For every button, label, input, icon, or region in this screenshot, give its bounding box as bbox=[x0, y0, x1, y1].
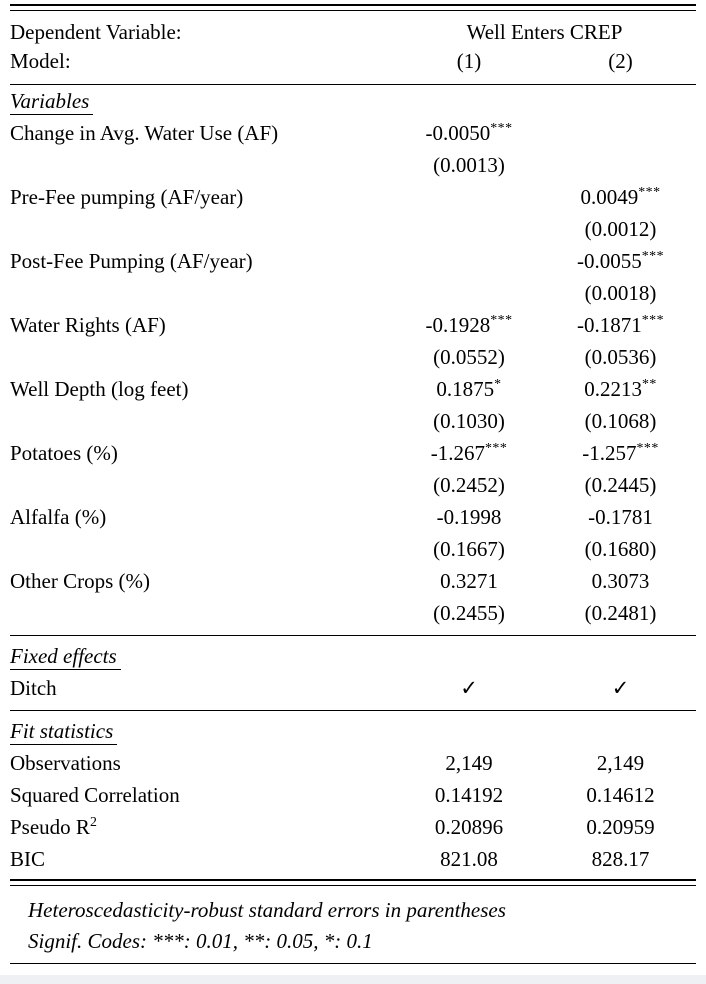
note-se: Heteroscedasticity-robust standard errors in parentheses bbox=[28, 898, 506, 922]
fit-stat-value: 2,149 bbox=[445, 751, 493, 775]
note-signif-codes: Signif. Codes: ***: 0.01, **: 0.05, *: 0.1 bbox=[28, 929, 373, 953]
table-row bbox=[10, 597, 696, 629]
estimate-cell: 0.3073 bbox=[591, 569, 650, 593]
estimate-cell: 0.0049*** bbox=[580, 184, 661, 209]
significance-stars: *** bbox=[484, 440, 508, 455]
variable-label: Potatoes (%) bbox=[10, 441, 118, 465]
estimate-cell bbox=[545, 117, 696, 149]
significance-stars: *** bbox=[636, 440, 659, 455]
fixed-effect-label: Ditch bbox=[10, 676, 57, 700]
fit-stat-label: Pseudo $R^2$ bbox=[10, 814, 97, 839]
fit-stat-value: 821.08 bbox=[440, 847, 498, 871]
estimate-cell: -0.1871*** bbox=[576, 312, 665, 337]
variable-label: Other Crops (%) bbox=[10, 569, 150, 593]
table-row bbox=[10, 309, 696, 341]
variable-label: Water Rights (AF) bbox=[10, 313, 166, 337]
se-cell bbox=[393, 213, 545, 245]
table-row bbox=[10, 672, 696, 704]
fixed-effects-section-title: Fixed effects bbox=[10, 644, 121, 670]
significance-stars: ** bbox=[641, 376, 657, 391]
fit-stat-label: Observations bbox=[10, 751, 121, 775]
significance-stars: *** bbox=[638, 184, 661, 199]
estimate-cell bbox=[393, 181, 545, 213]
section-title-row bbox=[10, 85, 696, 117]
table-row bbox=[10, 181, 696, 213]
se-cell: (0.1030) bbox=[433, 409, 505, 433]
estimate-cell: -0.0050*** bbox=[425, 120, 513, 145]
estimate-cell: -0.1928*** bbox=[425, 312, 513, 337]
se-cell: (0.2481) bbox=[584, 601, 657, 625]
se-cell bbox=[393, 277, 545, 309]
table-row bbox=[10, 405, 696, 437]
se-cell: (0.1667) bbox=[433, 537, 505, 561]
se-cell: (0.1068) bbox=[584, 409, 657, 433]
fixed-effects-section bbox=[10, 640, 696, 704]
table-row bbox=[10, 779, 696, 811]
fit-statistics-section-title: Fit statistics bbox=[10, 719, 117, 745]
table-row bbox=[10, 117, 696, 149]
table-row bbox=[10, 373, 696, 405]
fit-stat-value: 0.14192 bbox=[434, 783, 504, 807]
fit-stat-value: 0.14612 bbox=[586, 783, 655, 807]
table-row bbox=[10, 341, 696, 373]
estimate-cell: 0.2213** bbox=[584, 376, 657, 401]
se-cell: (0.1680) bbox=[584, 537, 657, 561]
header-table bbox=[10, 18, 696, 76]
table-row bbox=[10, 277, 696, 309]
se-cell: (0.0013) bbox=[433, 153, 505, 177]
variables-section bbox=[10, 85, 696, 629]
fit-stat-value: 0.20959 bbox=[586, 815, 655, 839]
table-row bbox=[10, 437, 696, 469]
estimate-cell: -0.1998 bbox=[436, 505, 502, 529]
variable-label: Well Depth (log feet) bbox=[10, 377, 189, 401]
variables-section-title: Variables bbox=[10, 89, 93, 115]
variable-label: Pre-Fee pumping (AF/year) bbox=[10, 185, 244, 209]
dependent-variable-label: Dependent Variable: bbox=[10, 20, 182, 44]
model-column-2: (2) bbox=[608, 49, 633, 73]
section-rule bbox=[10, 710, 696, 711]
table-notes bbox=[10, 895, 696, 957]
estimate-cell: -0.0055*** bbox=[576, 248, 665, 273]
model-row bbox=[10, 47, 696, 76]
dependent-variable-row bbox=[10, 18, 696, 47]
significance-stars: *** bbox=[641, 248, 665, 263]
checkmark-icon: ✓ bbox=[460, 676, 478, 700]
fit-stat-value: 2,149 bbox=[596, 751, 645, 775]
estimate-cell: -1.267*** bbox=[430, 440, 508, 465]
se-cell bbox=[545, 149, 696, 181]
fit-stat-value: 0.20896 bbox=[434, 815, 504, 839]
table-row bbox=[10, 565, 696, 597]
section-title-row bbox=[10, 715, 696, 747]
significance-stars: *** bbox=[490, 312, 513, 327]
dependent-variable-value: Well Enters CREP bbox=[466, 20, 623, 44]
top-double-rule bbox=[10, 4, 696, 11]
table-row bbox=[10, 149, 696, 181]
page-edge-strip bbox=[0, 975, 706, 984]
fit-stat-label: Squared Correlation bbox=[10, 783, 180, 807]
variable-label: Change in Avg. Water Use (AF) bbox=[10, 121, 279, 145]
se-cell: (0.0536) bbox=[584, 345, 657, 369]
estimate-cell: 0.3271 bbox=[440, 569, 498, 593]
fit-stat-label: BIC bbox=[10, 847, 46, 871]
se-cell: (0.2455) bbox=[433, 601, 505, 625]
significance-stars: *** bbox=[490, 120, 513, 135]
se-cell: (0.2445) bbox=[584, 473, 657, 497]
se-cell: (0.2452) bbox=[433, 473, 505, 497]
variable-label: Alfalfa (%) bbox=[10, 505, 107, 529]
model-label: Model: bbox=[10, 49, 71, 73]
se-cell: (0.0552) bbox=[433, 345, 505, 369]
superscript-2: 2 bbox=[89, 814, 97, 829]
table-row bbox=[10, 469, 696, 501]
estimate-cell: -1.257*** bbox=[582, 440, 659, 465]
significance-stars: * bbox=[494, 376, 502, 391]
table-row bbox=[10, 245, 696, 277]
fit-stat-value: 828.17 bbox=[591, 847, 650, 871]
significance-stars: *** bbox=[641, 312, 665, 327]
estimate-cell: 0.1875* bbox=[436, 376, 502, 401]
estimate-cell: -0.1781 bbox=[588, 505, 653, 529]
se-cell: (0.0012) bbox=[584, 217, 657, 241]
table-row bbox=[10, 501, 696, 533]
bottom-rule bbox=[10, 963, 696, 964]
model-column-1: (1) bbox=[456, 49, 482, 73]
table-row bbox=[10, 747, 696, 779]
table-row bbox=[10, 843, 696, 875]
table-row bbox=[10, 213, 696, 245]
table-row bbox=[10, 533, 696, 565]
variable-label: Post-Fee Pumping (AF/year) bbox=[10, 249, 253, 273]
section-title-row bbox=[10, 640, 696, 672]
checkmark-icon: ✓ bbox=[611, 676, 630, 700]
estimate-cell bbox=[393, 245, 545, 277]
fit-statistics-section bbox=[10, 715, 696, 875]
table-row bbox=[10, 811, 696, 843]
se-cell: (0.0018) bbox=[584, 281, 657, 305]
bottom-double-rule bbox=[10, 879, 696, 886]
section-rule bbox=[10, 635, 696, 636]
